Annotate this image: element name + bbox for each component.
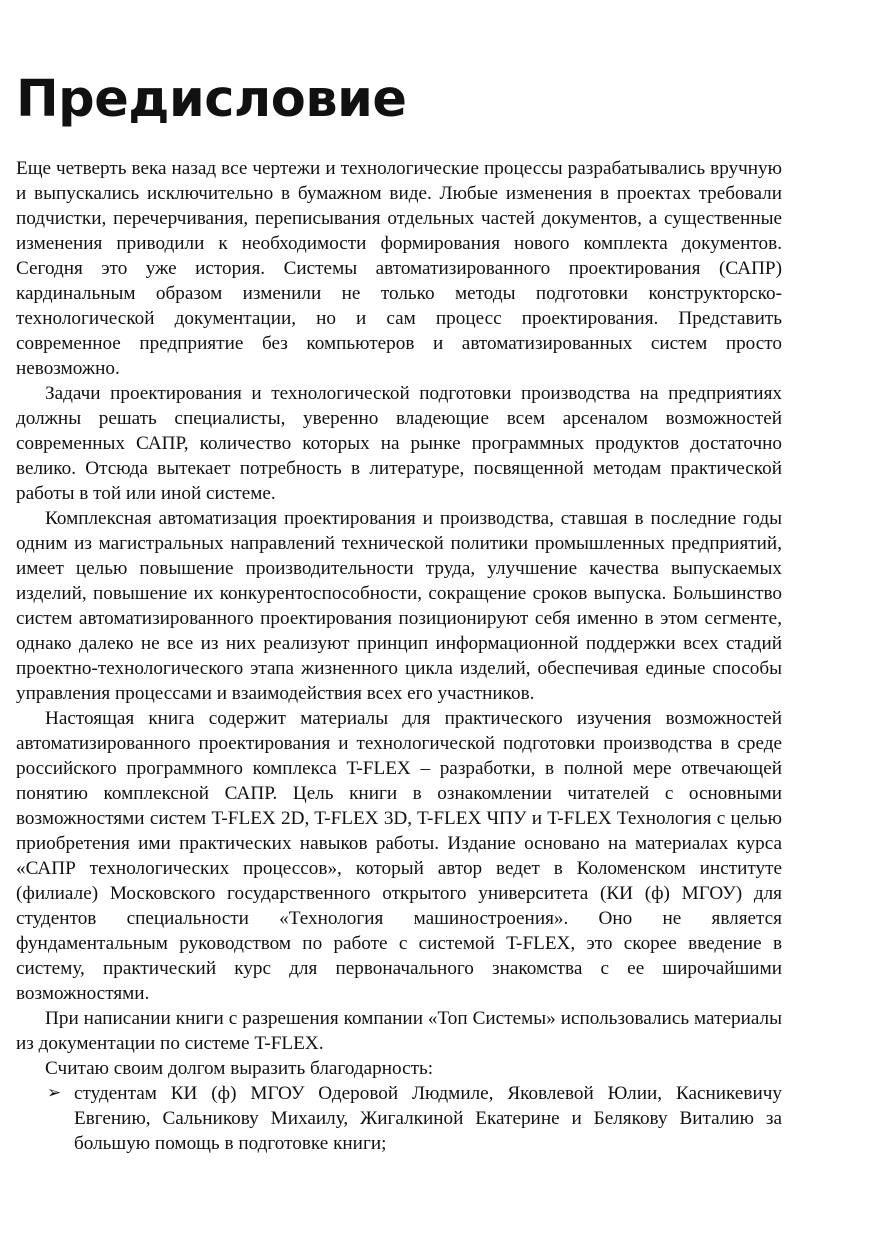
paragraph-acknowledgement-intro: Считаю своим долгом выразить благодарность: [45,1058,434,1079]
acknowledgement-list [16,1081,782,1156]
body-text [16,156,782,1156]
paragraph-book-purpose: Настоящая книга содержит материалы для практического изучения возможностей автоматизированного проектирования и технологической подготовки производства в среде российского программного комплекса T-FLEX – разработки, в полной мере отвечающей понятию комплексной САПР. Цель книги в ознакомлении читателей с основными возможностями систем T-FLEX 2D, T-FLEX 3D, T-FLEX ЧПУ и T-FLEX Технология с целью приобретения ими практических навыков работы. Издание основано на материалах курса «САПР технологических процессов», который автор ведет в Коломенском институте (филиале) Московского государственного открытого университета (КИ (ф) МГОУ) для студентов специальности «Технология машиностроения». Оно не является фундаментальным руководством по работе с системой T-FLEX, это скорее введение в систему, практический курс для первоначального знакомства с ее широчайшими возможностями. [16,708,782,1004]
arrow-bullet-icon: ➢ [47,1083,62,1103]
list-item [16,1081,782,1156]
list-item-text: студентам КИ (ф) МГОУ Одеровой Людмиле, Яковлевой Юлии, Касникевичу Евгению, Сальникову Михаилу, Жигалкиной Екатерине и Белякову Виталию за большую помощь в подготовке книги; [74,1083,782,1154]
paragraph-documentation: При написании книги с разрешения компании «Топ Системы» использовались материалы из документации по системе T-FLEX. [16,1008,782,1054]
paragraph-intro: Еще четверть века назад все чертежи и технологические процессы разрабатывались вручную и выпускались исключительно в бумажном виде. Любые изменения в проектах требовали подчистки, перечерчивания, переписывания отдельных частей документов, а существенные изменения приводили к необходимости формирования нового комплекта документов. Сегодня это уже история. Системы автоматизированного проектирования (САПР) кардинальным образом изменили не только методы подготовки конструкторско-технологической документации, но и сам процесс проектирования. Представить современное предприятие без компьютеров и автоматизированных систем просто невозможно. [16,158,782,379]
paragraph-automation: Комплексная автоматизация проектирования и производства, ставшая в последние годы одним из магистральных направлений технической политики промышленных предприятий, имеет целью повышение производительности труда, улучшение качества выпускаемых изделий, повышение их конкурентоспособности, сокращение сроков выпуска. Большинство систем автоматизированного проектирования позиционируют себя именно в этом сегменте, однако далеко не все из них реализуют принцип информационной поддержки всех стадий проектно-технологического этапа жизненного цикла изделий, обеспечивая единые способы управления процессами и взаимодействия всех его участников. [16,508,782,704]
paragraph-tasks: Задачи проектирования и технологической подготовки производства на предприятиях должны решать специалисты, уверенно владеющие всем арсеналом возможностей современных САПР, количество которых на рынке программных продуктов достаточно велико. Отсюда вытекает потребность в литературе, посвященной методам практической работы в той или иной системе. [16,383,782,504]
page-title: Предисловие [16,70,407,129]
